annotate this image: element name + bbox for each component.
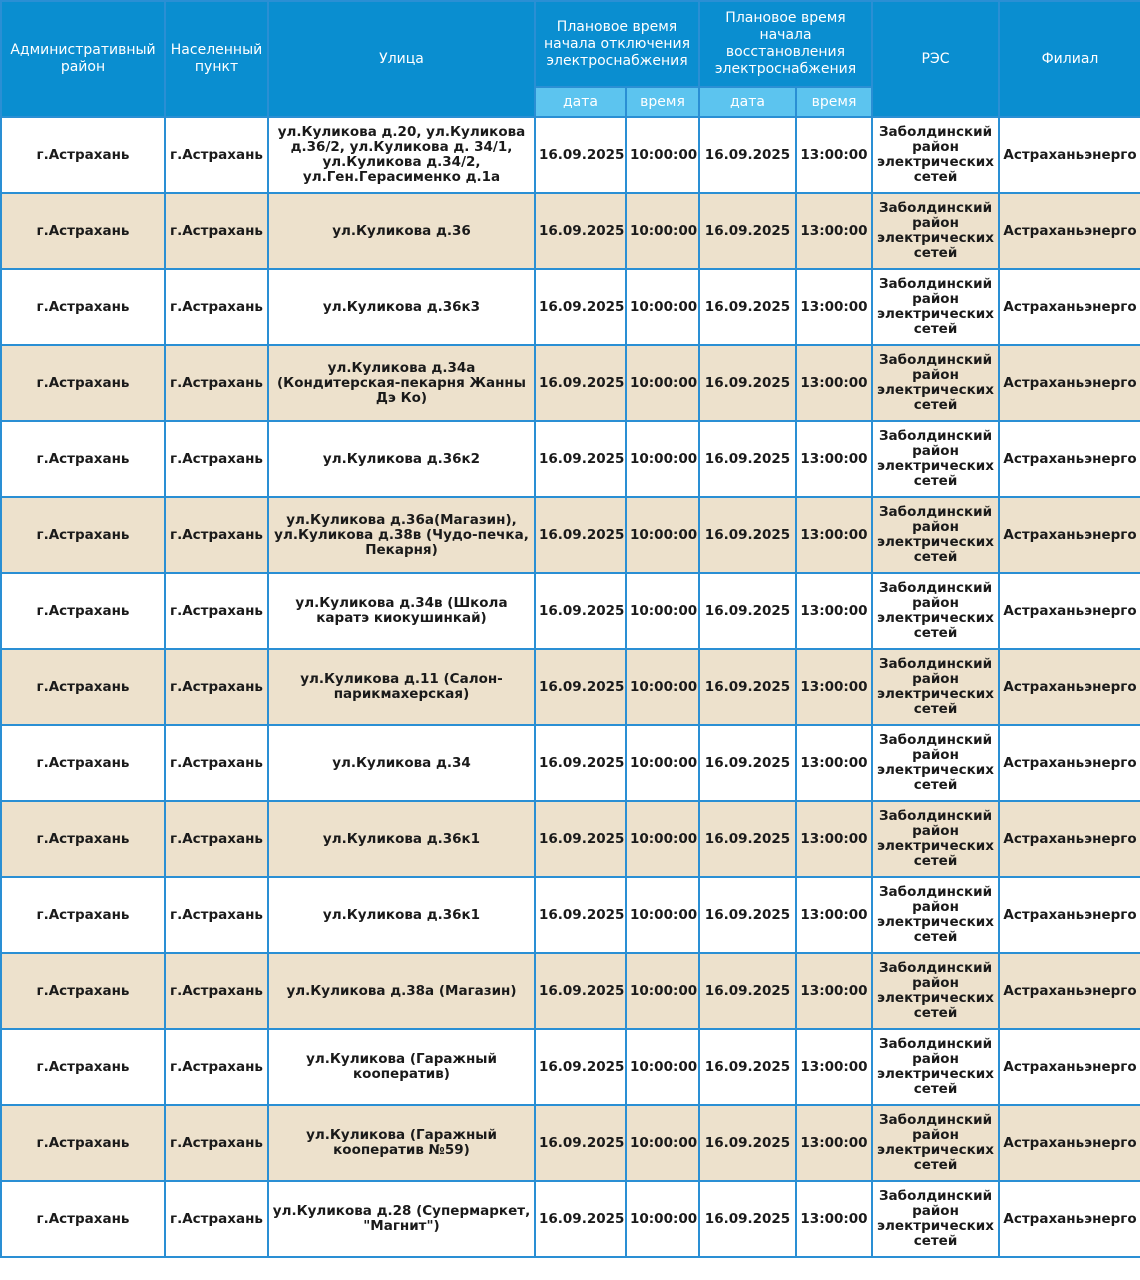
cell-street: ул.Куликова д.36а(Магазин), ул.Куликова д.38в (Чудо-печка, Пекарня) [268,497,535,573]
table-row [1,193,1140,269]
cell-res: Заболдинский район электрических сетей [872,1181,999,1257]
cell-district: г.Астрахань [1,421,165,497]
cell-start-date: 16.09.2025 [535,649,626,725]
cell-end-date: 16.09.2025 [699,345,796,421]
cell-street: ул.Куликова д.36к1 [268,877,535,953]
cell-district: г.Астрахань [1,573,165,649]
cell-start-date: 16.09.2025 [535,421,626,497]
cell-start-time: 10:00:00 [626,877,699,953]
table-row [1,421,1140,497]
cell-locality: г.Астрахань [165,193,268,269]
cell-district: г.Астрахань [1,117,165,193]
cell-start-date: 16.09.2025 [535,877,626,953]
table-row [1,497,1140,573]
cell-locality: г.Астрахань [165,801,268,877]
cell-start-time: 10:00:00 [626,801,699,877]
cell-end-time: 13:00:00 [796,725,872,801]
cell-end-time: 13:00:00 [796,193,872,269]
cell-start-date: 16.09.2025 [535,1029,626,1105]
cell-branch: Астраханьэнерго [999,1181,1140,1257]
cell-start-date: 16.09.2025 [535,801,626,877]
cell-locality: г.Астрахань [165,573,268,649]
cell-start-date: 16.09.2025 [535,725,626,801]
cell-start-time: 10:00:00 [626,649,699,725]
table-row [1,649,1140,725]
table-row [1,269,1140,345]
cell-district: г.Астрахань [1,193,165,269]
cell-start-date: 16.09.2025 [535,1105,626,1181]
cell-locality: г.Астрахань [165,725,268,801]
cell-end-time: 13:00:00 [796,877,872,953]
cell-res: Заболдинский район электрических сетей [872,421,999,497]
cell-branch: Астраханьэнерго [999,345,1140,421]
header-street: Улица [268,1,535,117]
cell-district: г.Астрахань [1,1029,165,1105]
cell-start-date: 16.09.2025 [535,117,626,193]
cell-res: Заболдинский район электрических сетей [872,801,999,877]
cell-end-time: 13:00:00 [796,801,872,877]
cell-start-time: 10:00:00 [626,421,699,497]
cell-branch: Астраханьэнерго [999,193,1140,269]
header-start: Плановое время начала отключения электроснабжения [535,1,699,87]
header-locality: Населенный пункт [165,1,268,117]
table-row [1,877,1140,953]
cell-end-date: 16.09.2025 [699,649,796,725]
cell-district: г.Астрахань [1,1181,165,1257]
cell-end-date: 16.09.2025 [699,1181,796,1257]
cell-start-time: 10:00:00 [626,345,699,421]
cell-street: ул.Куликова (Гаражный кооператив №59) [268,1105,535,1181]
cell-res: Заболдинский район электрических сетей [872,497,999,573]
cell-street: ул.Куликова д.20, ул.Куликова д.36/2, ул.Куликова д. 34/1, ул.Куликова д.34/2, ул.Ген.Герасименко д.1а [268,117,535,193]
cell-res: Заболдинский район электрических сетей [872,725,999,801]
cell-branch: Астраханьэнерго [999,497,1140,573]
cell-end-date: 16.09.2025 [699,497,796,573]
subheader-start-date: дата [535,87,626,117]
cell-end-time: 13:00:00 [796,269,872,345]
subheader-end-date: дата [699,87,796,117]
table-row [1,801,1140,877]
cell-res: Заболдинский район электрических сетей [872,193,999,269]
cell-locality: г.Астрахань [165,877,268,953]
cell-start-time: 10:00:00 [626,573,699,649]
cell-locality: г.Астрахань [165,345,268,421]
cell-end-time: 13:00:00 [796,1029,872,1105]
subheader-start-time: время [626,87,699,117]
cell-end-date: 16.09.2025 [699,877,796,953]
cell-end-time: 13:00:00 [796,497,872,573]
header-branch: Филиал [999,1,1140,117]
cell-res: Заболдинский район электрических сетей [872,1029,999,1105]
table-row [1,725,1140,801]
cell-end-time: 13:00:00 [796,953,872,1029]
cell-res: Заболдинский район электрических сетей [872,1105,999,1181]
cell-street: ул.Куликова д.36к1 [268,801,535,877]
cell-locality: г.Астрахань [165,497,268,573]
cell-district: г.Астрахань [1,269,165,345]
cell-district: г.Астрахань [1,497,165,573]
cell-district: г.Астрахань [1,725,165,801]
cell-street: ул.Куликова д.34 [268,725,535,801]
cell-start-time: 10:00:00 [626,193,699,269]
cell-locality: г.Астрахань [165,649,268,725]
cell-end-time: 13:00:00 [796,1181,872,1257]
cell-branch: Астраханьэнерго [999,421,1140,497]
cell-locality: г.Астрахань [165,1029,268,1105]
cell-end-time: 13:00:00 [796,117,872,193]
table-row [1,1181,1140,1257]
table-body [1,117,1140,1257]
cell-street: ул.Куликова д.11 (Салон-парикмахерская) [268,649,535,725]
cell-start-date: 16.09.2025 [535,193,626,269]
cell-start-time: 10:00:00 [626,497,699,573]
cell-res: Заболдинский район электрических сетей [872,117,999,193]
cell-street: ул.Куликова д.28 (Супермаркет, "Магнит") [268,1181,535,1257]
header-restore: Плановое время начала восстановления электроснабжения [699,1,872,87]
cell-end-date: 16.09.2025 [699,421,796,497]
cell-branch: Астраханьэнерго [999,1105,1140,1181]
cell-locality: г.Астрахань [165,421,268,497]
cell-locality: г.Астрахань [165,117,268,193]
cell-start-date: 16.09.2025 [535,269,626,345]
cell-district: г.Астрахань [1,345,165,421]
cell-start-date: 16.09.2025 [535,953,626,1029]
cell-start-time: 10:00:00 [626,725,699,801]
cell-locality: г.Астрахань [165,269,268,345]
cell-end-date: 16.09.2025 [699,725,796,801]
cell-street: ул.Куликова д.36к2 [268,421,535,497]
table-row [1,573,1140,649]
cell-start-time: 10:00:00 [626,1181,699,1257]
cell-branch: Астраханьэнерго [999,877,1140,953]
cell-res: Заболдинский район электрических сетей [872,269,999,345]
cell-branch: Астраханьэнерго [999,117,1140,193]
cell-end-date: 16.09.2025 [699,801,796,877]
cell-start-time: 10:00:00 [626,1105,699,1181]
cell-end-date: 16.09.2025 [699,1029,796,1105]
cell-start-date: 16.09.2025 [535,497,626,573]
cell-end-date: 16.09.2025 [699,573,796,649]
table-row [1,117,1140,193]
cell-end-date: 16.09.2025 [699,193,796,269]
cell-locality: г.Астрахань [165,1105,268,1181]
header-row [1,1,1140,87]
cell-start-time: 10:00:00 [626,1029,699,1105]
cell-branch: Астраханьэнерго [999,269,1140,345]
cell-district: г.Астрахань [1,649,165,725]
table-row [1,953,1140,1029]
cell-start-date: 16.09.2025 [535,573,626,649]
table-row [1,1105,1140,1181]
cell-end-date: 16.09.2025 [699,953,796,1029]
cell-street: ул.Куликова (Гаражный кооператив) [268,1029,535,1105]
header-district: Административный район [1,1,165,117]
cell-end-date: 16.09.2025 [699,1105,796,1181]
cell-res: Заболдинский район электрических сетей [872,953,999,1029]
cell-start-time: 10:00:00 [626,117,699,193]
cell-branch: Астраханьэнерго [999,649,1140,725]
cell-end-time: 13:00:00 [796,421,872,497]
table-row [1,345,1140,421]
cell-end-time: 13:00:00 [796,1105,872,1181]
cell-res: Заболдинский район электрических сетей [872,345,999,421]
cell-street: ул.Куликова д.34в (Школа каратэ киокушинкай) [268,573,535,649]
cell-street: ул.Куликова д.38а (Магазин) [268,953,535,1029]
cell-street: ул.Куликова д.34а (Кондитерская-пекарня Жанны Дэ Ко) [268,345,535,421]
subheader-end-time: время [796,87,872,117]
cell-end-time: 13:00:00 [796,345,872,421]
header-res: РЭС [872,1,999,117]
cell-street: ул.Куликова д.36к3 [268,269,535,345]
table-row [1,1029,1140,1105]
cell-district: г.Астрахань [1,1105,165,1181]
cell-locality: г.Астрахань [165,1181,268,1257]
cell-start-date: 16.09.2025 [535,345,626,421]
cell-district: г.Астрахань [1,877,165,953]
cell-end-time: 13:00:00 [796,649,872,725]
cell-branch: Астраханьэнерго [999,725,1140,801]
cell-end-date: 16.09.2025 [699,269,796,345]
cell-district: г.Астрахань [1,801,165,877]
cell-street: ул.Куликова д.36 [268,193,535,269]
cell-res: Заболдинский район электрических сетей [872,573,999,649]
cell-locality: г.Астрахань [165,953,268,1029]
cell-branch: Астраханьэнерго [999,573,1140,649]
cell-start-time: 10:00:00 [626,953,699,1029]
cell-branch: Астраханьэнерго [999,953,1140,1029]
cell-branch: Астраханьэнерго [999,801,1140,877]
cell-start-date: 16.09.2025 [535,1181,626,1257]
cell-res: Заболдинский район электрических сетей [872,877,999,953]
cell-district: г.Астрахань [1,953,165,1029]
cell-end-date: 16.09.2025 [699,117,796,193]
cell-end-time: 13:00:00 [796,573,872,649]
cell-start-time: 10:00:00 [626,269,699,345]
cell-res: Заболдинский район электрических сетей [872,649,999,725]
cell-branch: Астраханьэнерго [999,1029,1140,1105]
